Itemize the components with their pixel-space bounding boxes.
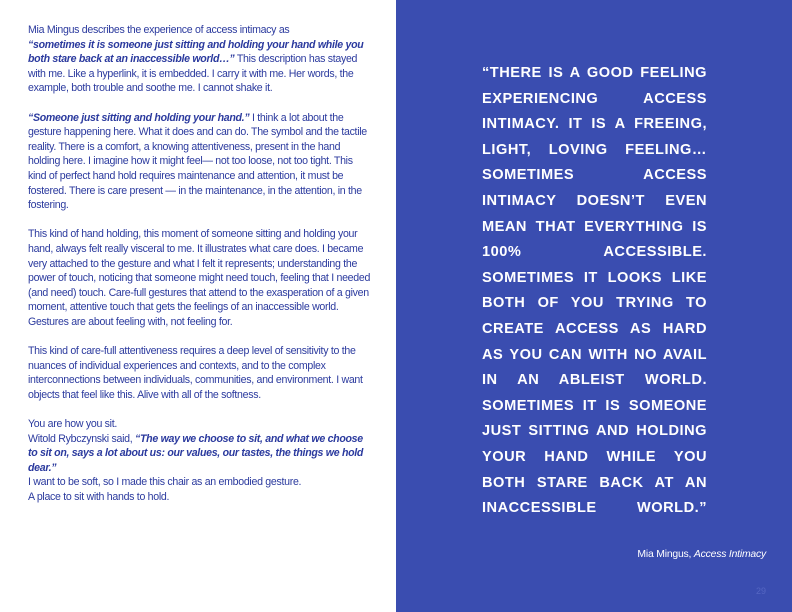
page-number: 29 — [755, 586, 766, 596]
paragraph-2-rest: I think a lot about the gesture happening here. What it does and can do. The symbol and the tactile reality. There is a comfort, a knowing attentiveness, present in the hand holding here. I imagine how it might feel— not too loose, not too tight. This kind of perfect hand hold requires maintenance and attention, it must be fostered. There is care present — in the maintenance, in the attention, in the fostering. — [28, 111, 367, 212]
paragraph-5-line-1: You are how you sit. — [28, 418, 118, 431]
pull-quote: “THERE IS A GOOD FEELING EXPERIENCING ACCESS INTIMACY. IT IS A FREEING, LIGHT, LOVING FEELING… SOMETIMES ACCESS INTIMACY DOESN’T EVEN MEAN THAT EVERYTHING IS 100% ACCESSIBLE. SOMETIMES IT LOOKS LIKE BOTH OF YOU TRYING TO CREATE ACCESS AS HARD AS YOU CAN WITH NO AVAIL IN AN ABLEIST WORLD. SOMETIMES IT IS SOMEONE JUST SITTING AND HOLDING YOUR HAND WHILE YOU BOTH STARE BACK AT AN INACCESSIBLE WORLD.” — [482, 65, 707, 517]
paragraph-5 — [28, 417, 373, 505]
paragraph-5-citation: Witold Rybczynski said, — [28, 432, 136, 445]
attribution-title: Access Intimacy — [693, 549, 766, 560]
paragraph-4: This kind of care-full attentiveness requires a deep level of sensitivity to the nuances of individual experiences and contexts, and to the complex interconnections between individuals, communities, and environment. I want objects that feel like this. Alive with all of the softness. — [28, 345, 363, 401]
essay-body — [28, 23, 373, 519]
quote-attribution — [637, 549, 766, 560]
paragraph-1-rest: This description has stayed with me. Like a hyperlink, it is embedded. I carry it with me. Her words, the example, both trouble and soothe me. I cannot shake it. — [28, 53, 358, 95]
paragraph-1-intro: Mia Mingus describes the experience of access intimacy as — [28, 24, 290, 36]
paragraph-1 — [28, 23, 373, 96]
paragraph-3: This kind of hand holding, this moment of someone sitting and holding your hand, always felt really visceral to me. It illustrates what care does. I became very attached to the gesture and what I felt it represents; understanding the power of touch, noticing that someone might need touch, feeling that I needed (and need) touch. Care-full gestures that attend to the exasperation of a given moment, attentive touch that gets the feelings of an inaccessible world. Gestures are about feeling with, not feeling for. — [28, 228, 371, 328]
paragraph-5-quote: “The way we choose to sit, and what we choose to sit on, says a lot about us: our values, our tastes, the things we hold dear.” — [28, 432, 364, 474]
paragraph-5-line-3: I want to be soft, so I made this chair as an embodied gesture. — [28, 476, 302, 489]
paragraph-2-quote: “Someone just sitting and holding your hand.” — [28, 111, 250, 124]
paragraph-2 — [28, 111, 373, 213]
paragraph-5-line-4: A place to sit with hands to hold. — [28, 491, 170, 503]
attribution-author: Mia Mingus, — [637, 549, 694, 560]
paragraph-1-quote: “sometimes it is someone just sitting and holding your hand while you both stare back at an inaccessible world…” — [28, 38, 364, 66]
